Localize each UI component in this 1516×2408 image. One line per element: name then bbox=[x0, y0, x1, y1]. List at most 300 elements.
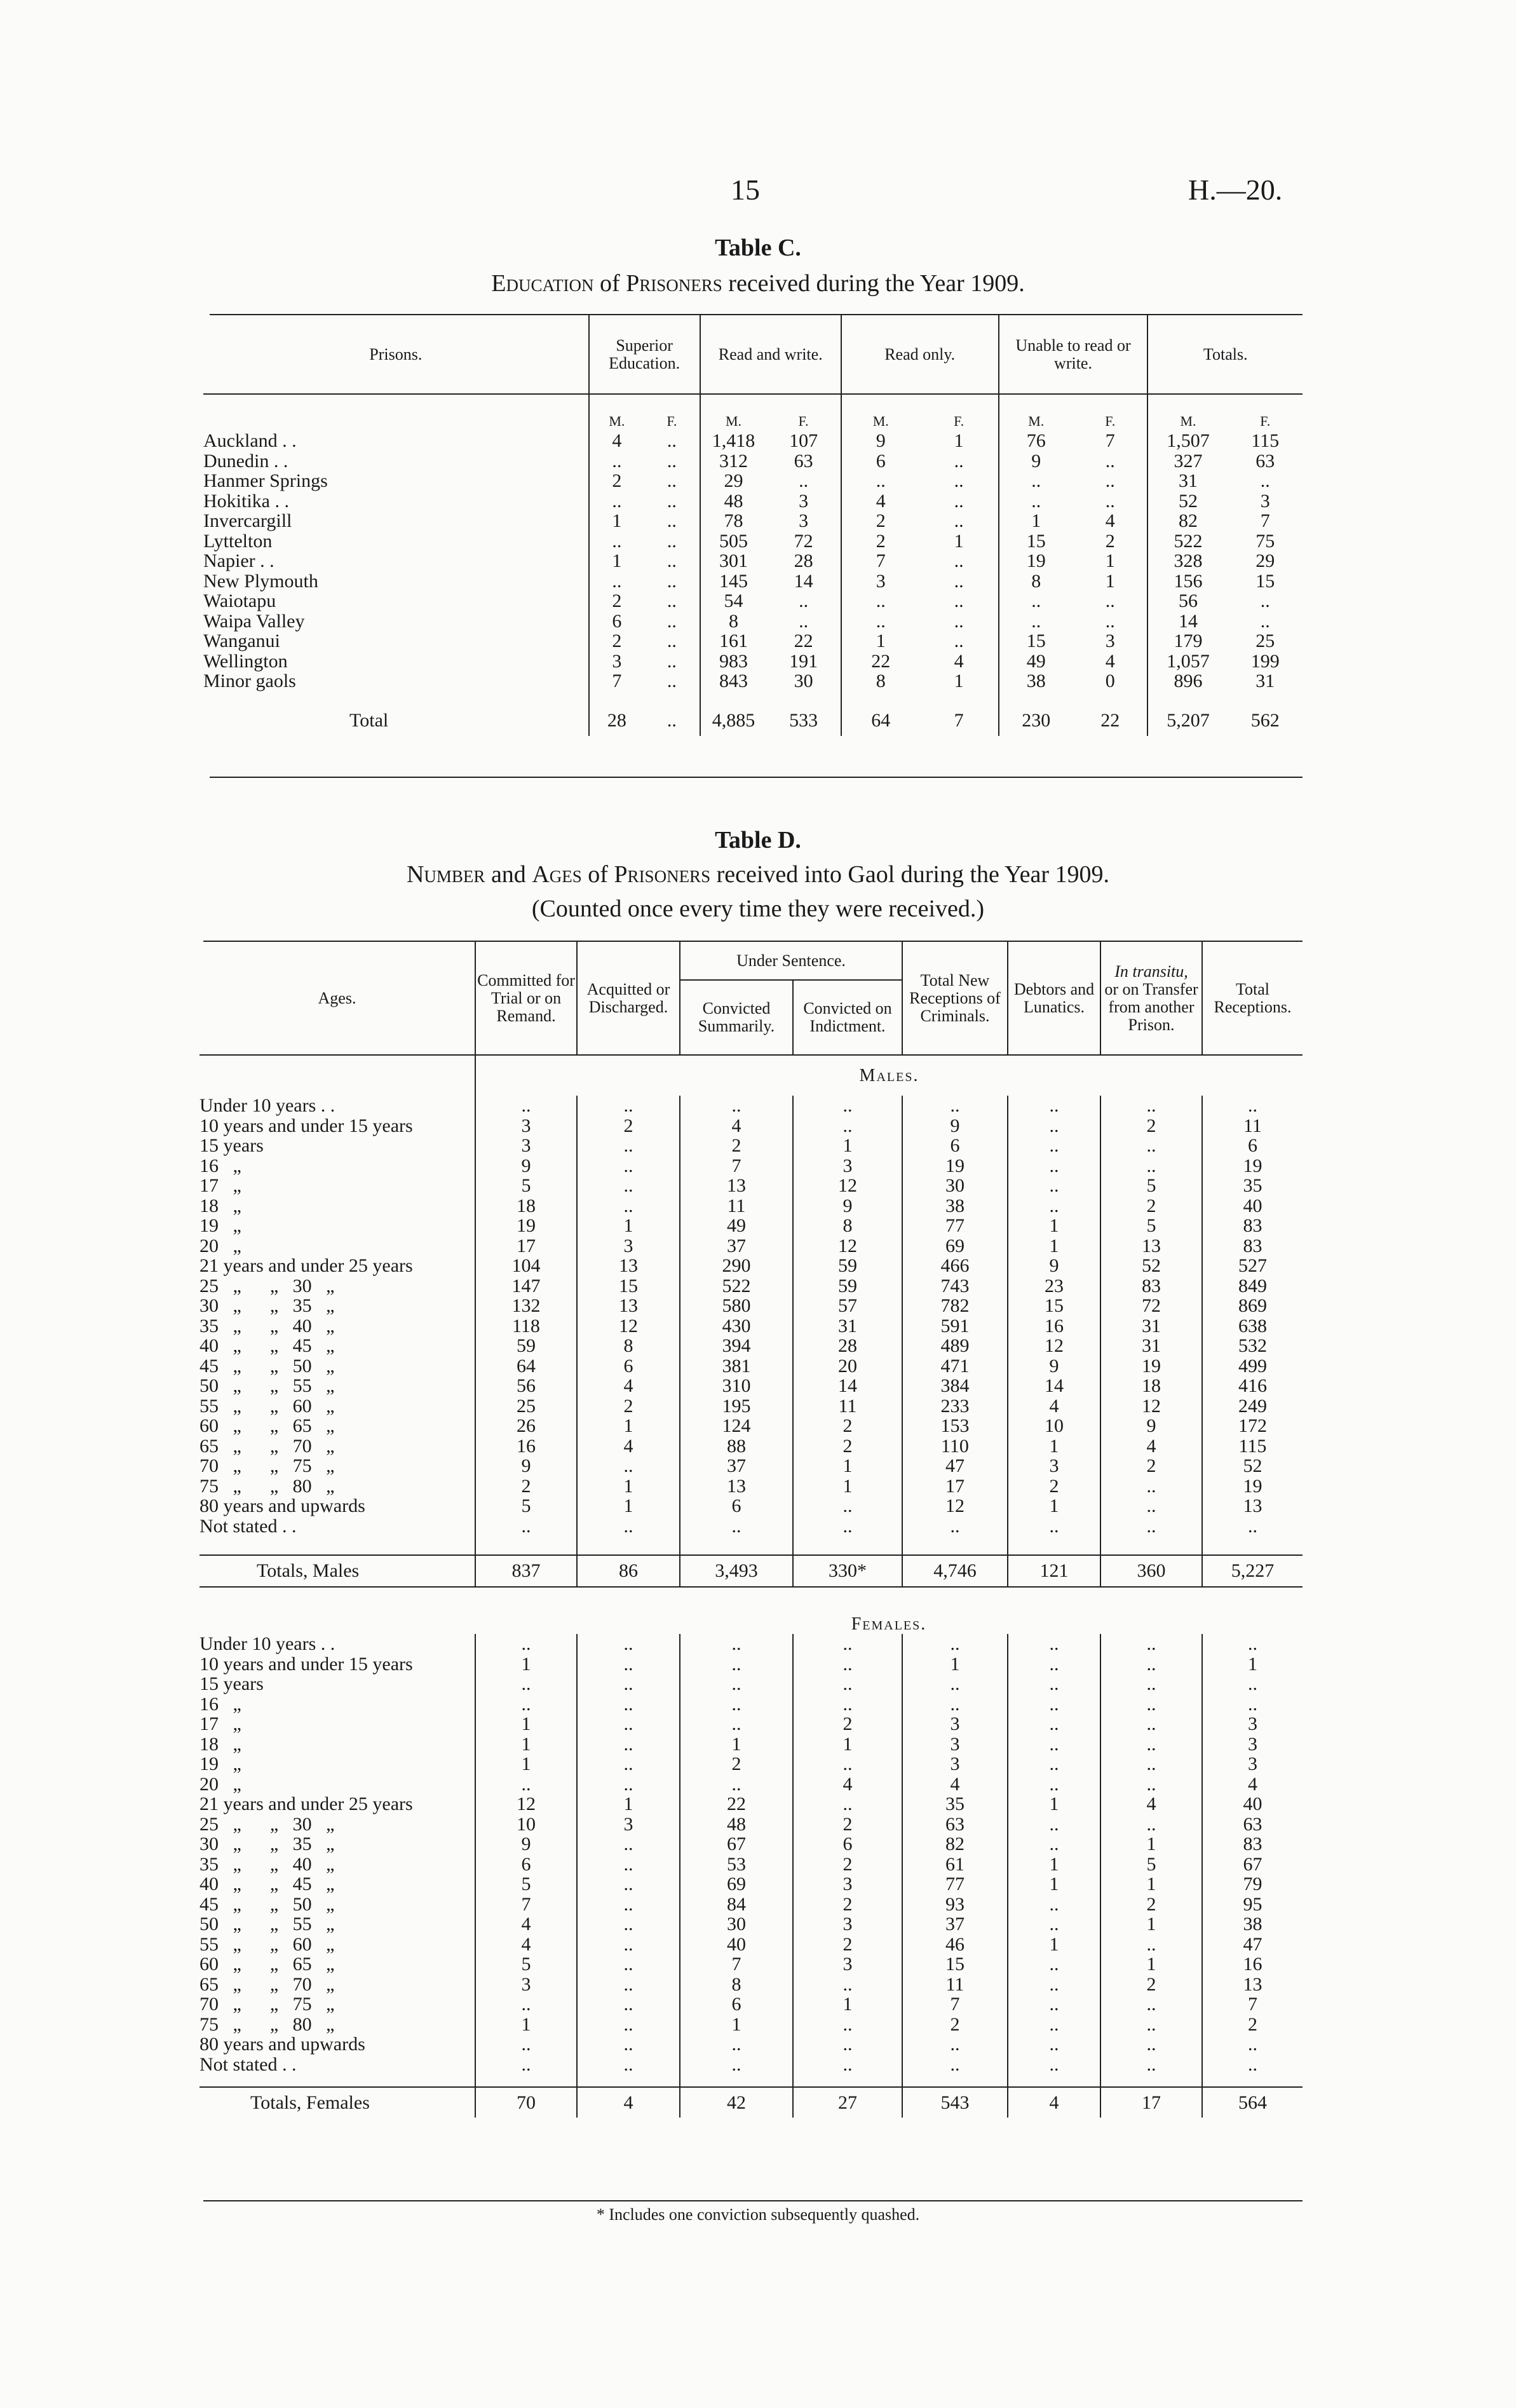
table-cell: 1 bbox=[475, 1734, 577, 1755]
table-cell: 10 bbox=[475, 1814, 577, 1835]
prison-name: Dunedin . . bbox=[203, 450, 288, 472]
table-cell: .. bbox=[475, 1516, 577, 1537]
table-d-subtitle-d: of bbox=[581, 861, 614, 888]
table-cell: 12 bbox=[577, 1316, 680, 1337]
table-cell: .. bbox=[1100, 1674, 1202, 1694]
table-cell: 3 bbox=[475, 1136, 577, 1156]
header-prisons: Prisons. bbox=[203, 315, 589, 394]
table-cell: 489 bbox=[902, 1336, 1008, 1356]
table-c-subtitle-d: received during the Year 1909. bbox=[722, 270, 1025, 297]
table-cell: 172 bbox=[1202, 1416, 1303, 1436]
table-cell: .. bbox=[577, 1774, 680, 1795]
table-cell: 22 bbox=[841, 651, 920, 672]
table-cell: 14 bbox=[794, 570, 813, 592]
table-row bbox=[200, 1975, 1303, 1995]
table-cell: 233 bbox=[902, 1396, 1008, 1417]
total-cell: 562 bbox=[1250, 709, 1280, 731]
table-cell: .. bbox=[667, 630, 677, 651]
table-row bbox=[200, 1356, 1303, 1377]
table-cell: 14 bbox=[793, 1376, 902, 1396]
total-cell: 837 bbox=[475, 1555, 577, 1587]
prison-name: Invercargill bbox=[203, 510, 292, 531]
table-cell: .. bbox=[799, 470, 809, 491]
table-cell: .. bbox=[1008, 1516, 1100, 1537]
table-cell: 2 bbox=[589, 471, 645, 491]
table-cell: 3 bbox=[1202, 1734, 1303, 1755]
table-cell: 1 bbox=[1100, 1914, 1202, 1935]
table-cell: 19 bbox=[1100, 1356, 1202, 1377]
table-cell: 1 bbox=[1008, 1436, 1100, 1457]
age-label: 10 years and under 15 years bbox=[200, 1653, 413, 1675]
table-row bbox=[200, 1674, 1303, 1694]
table-cell: .. bbox=[680, 1674, 793, 1694]
table-cell: 107 bbox=[789, 430, 818, 451]
table-cell: .. bbox=[577, 1714, 680, 1734]
table-cell: .. bbox=[577, 1954, 680, 1975]
page-number: 15 bbox=[731, 173, 760, 206]
table-row bbox=[200, 1256, 1303, 1276]
table-cell: 15 bbox=[1008, 1296, 1100, 1316]
table-cell: .. bbox=[1105, 450, 1115, 472]
table-cell: .. bbox=[799, 610, 809, 632]
table-cell: .. bbox=[1008, 1975, 1100, 1995]
table-cell: .. bbox=[954, 550, 964, 571]
table-cell: .. bbox=[577, 1734, 680, 1755]
table-cell: 8 bbox=[680, 1975, 793, 1995]
table-cell: .. bbox=[577, 1634, 680, 1654]
age-label: 70 „ „ 75 „ bbox=[200, 1994, 335, 2015]
table-cell: 156 bbox=[1147, 571, 1228, 592]
table-cell: .. bbox=[954, 610, 964, 632]
table-cell: 31 bbox=[793, 1316, 902, 1337]
table-cell: 9 bbox=[475, 1156, 577, 1176]
table-cell: .. bbox=[1100, 1476, 1202, 1497]
table-cell: 1,418 bbox=[700, 431, 767, 451]
total-cell: 4 bbox=[577, 2087, 680, 2118]
table-cell: 7 bbox=[1105, 430, 1115, 451]
table-cell: 13 bbox=[577, 1296, 680, 1316]
table-cell: .. bbox=[1260, 470, 1270, 491]
table-cell: 3 bbox=[1105, 630, 1115, 651]
section-males bbox=[475, 1055, 1303, 1096]
table-cell: 4 bbox=[902, 1774, 1008, 1795]
table-cell: 54 bbox=[700, 591, 767, 611]
table-cell: 15 bbox=[1255, 570, 1275, 592]
table-d-subtitle-f: received into Gaol during the Year 1909. bbox=[710, 861, 1110, 888]
table-row bbox=[200, 1236, 1303, 1256]
males-total-label: Totals, Males bbox=[257, 1560, 360, 1582]
table-cell: .. bbox=[1008, 1096, 1100, 1116]
table-cell: 2 bbox=[589, 591, 645, 611]
table-cell: 191 bbox=[789, 650, 818, 672]
table-cell: 2 bbox=[793, 1894, 902, 1915]
table-cell: 249 bbox=[1202, 1396, 1303, 1417]
table-cell: 9 bbox=[902, 1116, 1008, 1136]
table-row bbox=[203, 651, 1303, 672]
table-c-title: Table C. bbox=[715, 235, 801, 261]
table-cell: 9 bbox=[1100, 1416, 1202, 1436]
table-c-subtitle bbox=[0, 269, 1516, 297]
table-cell: 2 bbox=[680, 1754, 793, 1774]
table-cell: 7 bbox=[680, 1156, 793, 1176]
total-cell: .. bbox=[667, 709, 677, 731]
table-cell: 5 bbox=[475, 1874, 577, 1894]
table-cell: 63 bbox=[794, 450, 813, 472]
table-cell: 83 bbox=[1202, 1236, 1303, 1256]
prison-name: Auckland . . bbox=[203, 430, 297, 451]
table-cell: 527 bbox=[1202, 1256, 1303, 1276]
table-cell: 6 bbox=[680, 1496, 793, 1516]
table-cell: 37 bbox=[902, 1914, 1008, 1935]
age-label: 45 „ „ 50 „ bbox=[200, 1355, 335, 1377]
table-cell: .. bbox=[1008, 1654, 1100, 1675]
table-row bbox=[203, 611, 1303, 632]
total-cell: 330* bbox=[793, 1555, 902, 1587]
header-totals: Totals. bbox=[1147, 315, 1303, 394]
table-cell: .. bbox=[577, 1156, 680, 1176]
table-cell: .. bbox=[1100, 1734, 1202, 1755]
table-cell: 2 bbox=[1105, 530, 1115, 552]
table-cell: 1 bbox=[1008, 1935, 1100, 1955]
total-cell: 543 bbox=[902, 2087, 1008, 2118]
table-cell: 310 bbox=[680, 1376, 793, 1396]
table-cell: .. bbox=[577, 1894, 680, 1915]
table-cell: 896 bbox=[1147, 671, 1228, 691]
total-cell: 121 bbox=[1008, 1555, 1100, 1587]
total-cell: 70 bbox=[475, 2087, 577, 2118]
table-cell: 7 bbox=[589, 671, 645, 691]
table-cell: .. bbox=[1008, 1694, 1100, 1715]
table-c-subtitle-b: of bbox=[593, 270, 626, 297]
table-cell: 11 bbox=[1202, 1116, 1303, 1136]
table-cell: 48 bbox=[700, 491, 767, 512]
table-cell: .. bbox=[577, 1516, 680, 1537]
age-label: 80 years and upwards bbox=[200, 2034, 365, 2055]
table-cell: 20 bbox=[793, 1356, 902, 1377]
table-cell: .. bbox=[667, 470, 677, 491]
table-cell: 38 bbox=[902, 1196, 1008, 1216]
table-cell: .. bbox=[577, 1874, 680, 1894]
table-cell: .. bbox=[577, 1196, 680, 1216]
table-cell: 8 bbox=[700, 611, 767, 632]
table-cell: 38 bbox=[999, 671, 1073, 691]
table-c-subtitle-a: Education bbox=[491, 270, 594, 297]
table-row bbox=[200, 1854, 1303, 1875]
total-cell: 3,493 bbox=[680, 1555, 793, 1587]
table-c-bottom-rule bbox=[210, 777, 1303, 778]
table-cell: 28 bbox=[794, 550, 813, 571]
table-cell: .. bbox=[793, 1694, 902, 1715]
table-cell: 1 bbox=[589, 551, 645, 571]
table-row bbox=[200, 1296, 1303, 1316]
table-row bbox=[200, 1156, 1303, 1176]
table-cell: 12 bbox=[1100, 1396, 1202, 1417]
table-cell: .. bbox=[902, 2034, 1008, 2055]
table-cell: .. bbox=[680, 1096, 793, 1116]
total-cell: 360 bbox=[1100, 1555, 1202, 1587]
table-cell: 1 bbox=[1008, 1236, 1100, 1256]
table-d-subtitle-e: Prisoners bbox=[614, 861, 711, 888]
table-cell: 30 bbox=[794, 670, 813, 691]
table-c-total-row bbox=[203, 705, 1303, 736]
table-cell: .. bbox=[667, 490, 677, 512]
table-cell: .. bbox=[1100, 1096, 1202, 1116]
table-cell: .. bbox=[1008, 1176, 1100, 1196]
table-cell: 591 bbox=[902, 1316, 1008, 1337]
age-label: 60 „ „ 65 „ bbox=[200, 1415, 335, 1436]
table-cell: 2 bbox=[793, 1854, 902, 1875]
table-cell: 3 bbox=[589, 651, 645, 672]
footnote: * Includes one conviction subsequently quashed. bbox=[596, 2205, 920, 2224]
prison-name: New Plymouth bbox=[203, 570, 318, 592]
table-cell: 179 bbox=[1147, 631, 1228, 651]
table-cell: 430 bbox=[680, 1316, 793, 1337]
total-cell: 42 bbox=[680, 2087, 793, 2118]
table-cell: 17 bbox=[475, 1236, 577, 1256]
table-cell: 1 bbox=[1105, 550, 1115, 571]
table-cell: .. bbox=[793, 2034, 902, 2055]
table-cell: .. bbox=[589, 491, 645, 512]
prison-name: Wanganui bbox=[203, 630, 280, 651]
table-cell: 1 bbox=[1100, 1954, 1202, 1975]
table-cell: .. bbox=[680, 1714, 793, 1734]
table-cell: 2 bbox=[793, 1935, 902, 1955]
table-cell: .. bbox=[1202, 1694, 1303, 1715]
table-cell: 1 bbox=[1105, 570, 1115, 592]
table-cell: .. bbox=[577, 1854, 680, 1875]
table-cell: .. bbox=[1100, 1774, 1202, 1795]
table-cell: 416 bbox=[1202, 1376, 1303, 1396]
table-d-subtitle bbox=[0, 860, 1516, 888]
table-row bbox=[200, 1116, 1303, 1136]
table-cell: .. bbox=[1008, 1774, 1100, 1795]
table-cell: .. bbox=[577, 1654, 680, 1675]
table-cell: .. bbox=[1008, 1954, 1100, 1975]
table-cell: 76 bbox=[999, 431, 1073, 451]
table-cell: 132 bbox=[475, 1296, 577, 1316]
table-cell: 4 bbox=[1100, 1436, 1202, 1457]
table-cell: 8 bbox=[793, 1216, 902, 1236]
table-cell: 580 bbox=[680, 1296, 793, 1316]
table-cell: .. bbox=[475, 1774, 577, 1795]
table-cell: 983 bbox=[700, 651, 767, 672]
table-cell: .. bbox=[667, 670, 677, 691]
age-label: 19 „ bbox=[200, 1753, 241, 1774]
table-cell: .. bbox=[1260, 610, 1270, 632]
table-cell: 29 bbox=[700, 471, 767, 491]
table-cell: 9 bbox=[999, 451, 1073, 472]
table-cell: 23 bbox=[1008, 1276, 1100, 1296]
table-cell: .. bbox=[1100, 1994, 1202, 2015]
table-cell: .. bbox=[1008, 1714, 1100, 1734]
table-row bbox=[203, 431, 1303, 451]
table-cell: 12 bbox=[902, 1496, 1008, 1516]
table-cell: 4 bbox=[680, 1116, 793, 1136]
table-cell: 6 bbox=[793, 1834, 902, 1854]
table-d-subtitle-2: (Counted once every time they were received.) bbox=[531, 895, 985, 922]
age-label: 75 „ „ 80 „ bbox=[200, 1475, 335, 1497]
table-cell: 5 bbox=[1100, 1216, 1202, 1236]
table-cell: 17 bbox=[902, 1476, 1008, 1497]
table-cell: 1 bbox=[475, 2015, 577, 2035]
table-cell: 2 bbox=[1100, 1116, 1202, 1136]
prison-name: Hokitika . . bbox=[203, 490, 289, 512]
table-cell: 95 bbox=[1202, 1894, 1303, 1915]
table-cell: 1 bbox=[1008, 1794, 1100, 1814]
header-debtors: Debtors and Lunatics. bbox=[1008, 942, 1100, 1055]
header-ages: Ages. bbox=[200, 942, 475, 1055]
age-label: Not stated . . bbox=[200, 2053, 297, 2075]
header-under-sentence: Under Sentence. bbox=[680, 942, 902, 980]
table-cell: 63 bbox=[1255, 450, 1275, 472]
table-cell: 18 bbox=[475, 1196, 577, 1216]
age-label: Under 10 years . . bbox=[200, 1095, 335, 1116]
header-m: M. bbox=[589, 394, 645, 431]
table-cell: .. bbox=[577, 2015, 680, 2035]
age-label: 17 „ bbox=[200, 1713, 241, 1734]
table-d-subtitle-b: and bbox=[485, 861, 532, 888]
table-cell: .. bbox=[667, 610, 677, 632]
table-cell: 13 bbox=[1100, 1236, 1202, 1256]
table-cell: 19 bbox=[1202, 1156, 1303, 1176]
table-cell: .. bbox=[577, 1914, 680, 1935]
table-cell: 115 bbox=[1251, 430, 1280, 451]
table-cell: 2 bbox=[1100, 1456, 1202, 1476]
table-cell: .. bbox=[954, 630, 964, 651]
table-cell: 6 bbox=[475, 1854, 577, 1875]
table-cell: 67 bbox=[680, 1834, 793, 1854]
table-cell: 31 bbox=[1147, 471, 1228, 491]
table-row bbox=[200, 1634, 1303, 1654]
table-cell: 15 bbox=[902, 1954, 1008, 1975]
table-row bbox=[203, 511, 1303, 531]
table-cell: .. bbox=[577, 1694, 680, 1715]
age-label: 65 „ „ 70 „ bbox=[200, 1435, 335, 1457]
table-cell: 3 bbox=[1202, 1714, 1303, 1734]
males-total-row bbox=[200, 1555, 1303, 1587]
table-row bbox=[200, 1276, 1303, 1296]
table-cell: 75 bbox=[1255, 530, 1275, 552]
header-transitu bbox=[1100, 942, 1202, 1055]
table-cell: .. bbox=[1100, 1136, 1202, 1156]
table-cell: .. bbox=[1100, 1496, 1202, 1516]
table-cell: .. bbox=[1008, 1894, 1100, 1915]
table-cell: 2 bbox=[1100, 1975, 1202, 1995]
table-cell: 4 bbox=[1105, 510, 1115, 531]
table-cell: 3 bbox=[577, 1814, 680, 1835]
table-cell: 199 bbox=[1250, 650, 1280, 672]
table-cell: .. bbox=[793, 2015, 902, 2035]
table-cell: 2 bbox=[841, 531, 920, 552]
table-row bbox=[200, 1994, 1303, 2015]
table-cell: .. bbox=[1008, 2055, 1100, 2075]
table-cell: .. bbox=[1008, 2015, 1100, 2035]
table-cell: 1 bbox=[954, 530, 964, 552]
age-label: 25 „ „ 30 „ bbox=[200, 1275, 335, 1296]
table-row bbox=[200, 1516, 1303, 1537]
table-cell: 1 bbox=[577, 1496, 680, 1516]
table-cell: 1 bbox=[793, 1136, 902, 1156]
age-label: 40 „ „ 45 „ bbox=[200, 1335, 335, 1356]
table-cell: 4 bbox=[589, 431, 645, 451]
table-cell: 72 bbox=[794, 530, 813, 552]
table-cell: 4 bbox=[475, 1914, 577, 1935]
table-cell: .. bbox=[999, 611, 1073, 632]
table-row bbox=[200, 1316, 1303, 1337]
table-cell: .. bbox=[1100, 2055, 1202, 2075]
table-cell: 3 bbox=[902, 1714, 1008, 1734]
table-cell: .. bbox=[680, 2055, 793, 2075]
table-cell: 153 bbox=[902, 1416, 1008, 1436]
table-cell: 26 bbox=[475, 1416, 577, 1436]
table-cell: .. bbox=[902, 1634, 1008, 1654]
table-c-subtitle-c: Prisoners bbox=[626, 270, 722, 297]
table-cell: 16 bbox=[1202, 1954, 1303, 1975]
header-m: M. bbox=[841, 394, 920, 431]
table-cell: 1 bbox=[1008, 1216, 1100, 1236]
table-cell: .. bbox=[1202, 1634, 1303, 1654]
table-cell: .. bbox=[793, 1096, 902, 1116]
age-label: 19 „ bbox=[200, 1215, 241, 1236]
age-label: 16 „ bbox=[200, 1155, 241, 1176]
table-cell: .. bbox=[999, 491, 1073, 512]
table-cell: 2 bbox=[793, 1814, 902, 1835]
table-cell: 2 bbox=[577, 1396, 680, 1417]
table-row bbox=[200, 1894, 1303, 1915]
total-cell: 86 bbox=[577, 1555, 680, 1587]
table-cell: 82 bbox=[1147, 511, 1228, 531]
table-cell: .. bbox=[475, 1994, 577, 2015]
females-total-row bbox=[200, 2087, 1303, 2118]
prison-name: Waiotapu bbox=[203, 590, 276, 611]
header-read-only: Read only. bbox=[841, 315, 999, 394]
table-row bbox=[203, 671, 1303, 691]
table-cell: 1 bbox=[1008, 1496, 1100, 1516]
table-cell: 37 bbox=[680, 1236, 793, 1256]
table-cell: 3 bbox=[475, 1116, 577, 1136]
table-cell: 11 bbox=[793, 1396, 902, 1417]
table-cell: .. bbox=[577, 1096, 680, 1116]
table-cell: .. bbox=[1105, 470, 1115, 491]
table-row bbox=[203, 571, 1303, 592]
table-cell: 1 bbox=[680, 2015, 793, 2035]
table-row bbox=[203, 471, 1303, 491]
table-row bbox=[203, 531, 1303, 552]
table-cell: 1 bbox=[680, 1734, 793, 1755]
table-cell: 3 bbox=[793, 1156, 902, 1176]
table-cell: 13 bbox=[680, 1476, 793, 1497]
table-cell: 12 bbox=[793, 1236, 902, 1256]
table-cell: 5 bbox=[475, 1954, 577, 1975]
table-cell: 522 bbox=[680, 1276, 793, 1296]
table-cell: .. bbox=[577, 1935, 680, 1955]
table-cell: 38 bbox=[1202, 1914, 1303, 1935]
table-cell: 2 bbox=[793, 1416, 902, 1436]
table-row bbox=[200, 2055, 1303, 2075]
table-cell: 394 bbox=[680, 1336, 793, 1356]
table-cell: .. bbox=[954, 450, 964, 472]
table-cell: 2 bbox=[1100, 1894, 1202, 1915]
table-row bbox=[200, 1376, 1303, 1396]
table-cell: 8 bbox=[999, 571, 1073, 592]
table-cell: .. bbox=[793, 1975, 902, 1995]
table-cell: .. bbox=[667, 570, 677, 592]
table-cell: 30 bbox=[902, 1176, 1008, 1196]
table-cell: 7 bbox=[1202, 1994, 1303, 2015]
table-cell: 12 bbox=[475, 1794, 577, 1814]
table-cell: 35 bbox=[1202, 1176, 1303, 1196]
table-cell: .. bbox=[1202, 1096, 1303, 1116]
